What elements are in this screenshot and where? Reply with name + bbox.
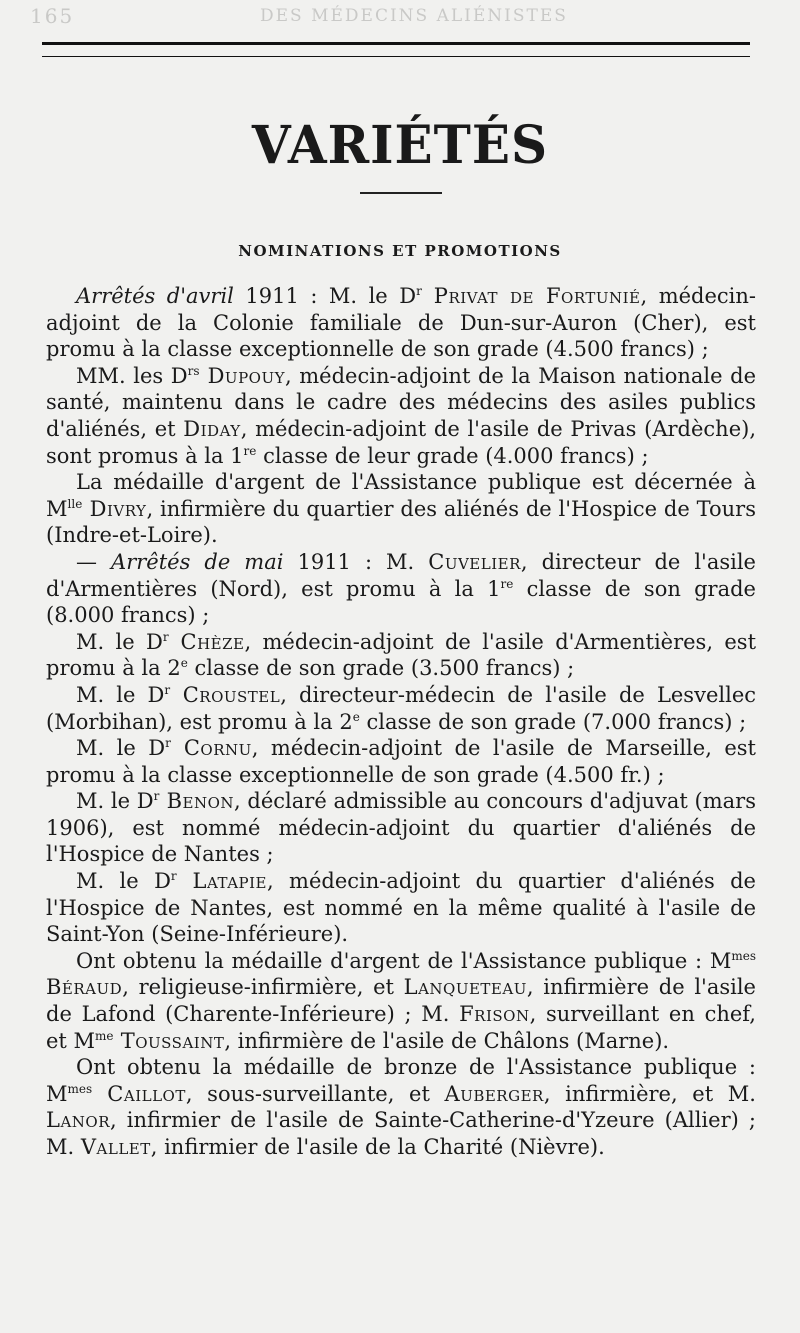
running-head-title: DES MÉDECINS ALIÉNISTES — [260, 6, 568, 26]
superscript: r — [164, 682, 171, 697]
header-rules — [42, 42, 750, 57]
paragraph-9 — [46, 868, 756, 948]
header-rule-thick — [42, 42, 750, 45]
decree-lead: Arrêtés de mai — [111, 549, 284, 574]
page-number: 165 — [30, 4, 75, 28]
text-run: , médecin-adjoint de la Maison nationale de santé, maintenu dans le cadre des médecins des asiles publics d'aliénés, et — [46, 363, 756, 441]
text-run: Ont obtenu la médaille de bronze de l'Assistance publique : M — [46, 1055, 756, 1106]
text-run: classe de son grade (7.000 francs) ; — [359, 709, 747, 734]
person-name: Vallet — [80, 1135, 151, 1159]
person-name: Lanqueteau — [403, 975, 527, 1000]
text-run: , médecin-adjoint de l'asile de Privas (Ardèche), sont promus à la 1 — [46, 416, 756, 468]
paragraph-10 — [46, 948, 756, 1054]
text-run: , infirmière de l'asile de Lafond (Charente-Inférieure) ; M. — [46, 975, 756, 1027]
paragraph-11 — [46, 1054, 756, 1160]
text-run: , médecin-adjoint de l'asile de Marseille, est promu à la classe exceptionnelle de son grade (4.500 fr.) ; — [46, 736, 756, 787]
text-run: La médaille d'argent de l'Assistance publique est décernée à M — [46, 470, 756, 521]
superscript: mes — [67, 1081, 93, 1096]
text-run: , médecin-adjoint de l'asile d'Armentières, est promu à la 2 — [46, 629, 757, 681]
paragraph-7 — [46, 735, 756, 788]
person-name: Béraud — [46, 975, 123, 1000]
text-run: , infirmier de l'asile de la Charité (Nièvre). — [150, 1135, 605, 1159]
text-run: Ont obtenu la médaille d'argent de l'Assistance publique : M — [76, 948, 732, 973]
text-run: 1911 : M. le D — [233, 284, 417, 308]
section-title: VARIÉTÉS — [251, 113, 549, 176]
paragraph-6 — [46, 682, 756, 735]
person-name: Croustel — [170, 682, 281, 707]
text-run: , médecin-adjoint du quartier d'aliénés de l'Hospice de Nantes, est nommé en la même qualité à l'asile de Saint-Yon (Seine-Inférieure). — [46, 869, 756, 947]
text-run: — — [76, 549, 112, 574]
person-name: Lanor — [46, 1108, 110, 1133]
superscript: me — [95, 1028, 114, 1043]
person-name: Frison — [459, 1002, 530, 1027]
superscript: e — [180, 656, 188, 671]
title-divider — [360, 192, 442, 194]
article-body — [46, 283, 756, 1161]
person-name: Latapie — [176, 869, 267, 894]
superscript: r — [153, 789, 160, 804]
text-run: 1911 : M. — [283, 549, 429, 574]
text-run: , directeur-médecin de l'asile de Lesvellec (Morbihan), est promu à la 2 — [46, 682, 757, 734]
text-run: , directeur de l'asile d'Armentières (Nord), est promu à la 1 — [46, 549, 756, 601]
superscript: re — [243, 443, 257, 458]
text-run: , infirmier de l'asile de Sainte-Catherine-d'Yzeure (Allier) ; M. — [46, 1108, 756, 1159]
text-run: , déclaré admissible au concours d'adjuvat (mars 1906), est nommé médecin-adjoint du quartier d'aliénés de l'Hospice de Nantes ; — [46, 789, 756, 867]
text-run: , médecin-adjoint de la Colonie familiale de Dun-sur-Auron (Cher), est promu à la classe exceptionnelle de son grade (4.500 francs) ; — [46, 284, 756, 362]
text-run: MM. les D — [76, 363, 188, 388]
superscript: r — [162, 629, 169, 644]
text-run: M. le D — [76, 736, 166, 761]
decree-lead: Arrêtés d'avril — [76, 284, 234, 308]
text-run: classe de leur grade (4.000 francs) ; — [256, 443, 649, 468]
person-name: Divry — [82, 496, 147, 521]
text-run: M. le D — [76, 682, 165, 707]
running-head — [0, 4, 800, 30]
text-run: , sous-surveillante, et — [185, 1081, 445, 1106]
text-run: , infirmière, et M. — [543, 1081, 756, 1106]
text-run: , infirmière de l'asile de Châlons (Marne). — [224, 1028, 670, 1053]
text-run: M. le D — [76, 629, 163, 654]
person-name: Dupouy — [199, 363, 286, 388]
person-name: Toussaint — [113, 1028, 225, 1053]
text-run: M. le D — [76, 789, 154, 814]
person-name: Caillot — [92, 1081, 186, 1106]
text-run: classe de son grade (3.500 francs) ; — [187, 656, 575, 681]
person-name: Diday — [183, 416, 241, 441]
superscript: e — [352, 709, 360, 724]
header-rule-thin — [42, 56, 750, 57]
paragraph-8 — [46, 788, 756, 868]
paragraph-2 — [46, 363, 756, 469]
paragraph-1 — [46, 283, 756, 363]
superscript: mes — [731, 948, 756, 963]
superscript: lle — [67, 496, 83, 511]
text-run: , surveillant en chef, et M — [46, 1002, 756, 1053]
paragraph-5 — [46, 629, 756, 682]
person-name: Benon — [159, 789, 235, 814]
paragraph-4 — [46, 549, 756, 629]
superscript: r — [416, 284, 422, 298]
text-run: M. le D — [76, 869, 171, 894]
text-run: classe de son grade (8.000 francs) ; — [46, 576, 756, 628]
superscript: r — [170, 869, 177, 884]
superscript: rs — [187, 363, 200, 378]
person-name: Cornu — [170, 736, 252, 761]
person-name: Cuvelier — [428, 549, 521, 574]
paragraph-3 — [46, 469, 756, 549]
person-name: Auberger — [444, 1081, 544, 1106]
person-name: Privat de Fortunié — [421, 284, 641, 308]
superscript: r — [165, 736, 171, 751]
superscript: re — [500, 576, 514, 591]
text-run: , religieuse-infirmière, et — [122, 975, 404, 1000]
section-subtitle: NOMINATIONS ET PROMOTIONS — [238, 242, 562, 260]
text-run: , infirmière du quartier des aliénés de l'Hospice de Tours (Indre-et-Loire). — [46, 496, 756, 548]
person-name: Chèze — [168, 629, 245, 654]
